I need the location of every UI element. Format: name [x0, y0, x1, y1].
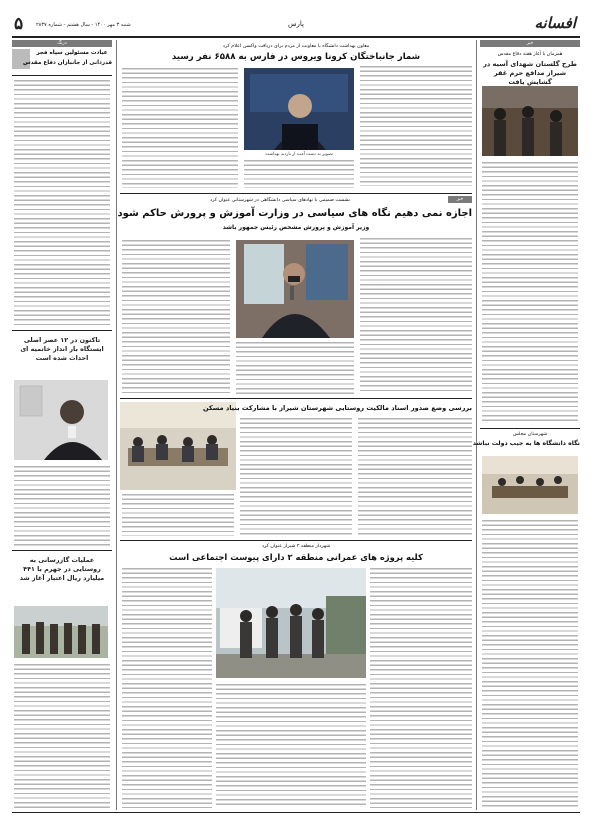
housing-story-title: بررسی وضع صدور اسناد مالکیت روستایی شهرستان شیراز با مشارکت بنیاد مسکن: [202, 404, 472, 412]
main-story-subtitle: وزیر آموزش و پرورش مشخص رئیس جمهور باشد: [222, 224, 370, 231]
main-story-col-right: [360, 238, 472, 393]
housing-meeting-photo: [120, 402, 236, 490]
top-story-col-middle: [244, 160, 354, 188]
left-article2-body: [14, 466, 110, 546]
housing-story-col-right: [358, 418, 472, 536]
issue-date: شنبه ۳ مهر ۱۴۰۰ - سال هشتم - شماره ۲۸۳۷: [36, 22, 131, 28]
page-header: [12, 14, 580, 36]
university-meeting-photo: [482, 456, 578, 514]
right-article2-kicker: شهرستان مجلس: [512, 432, 548, 437]
left-article2-title: تاکنون در ۱۲ عصر اصلی ایستگاه بار انداز خاتمیه ای احداث شده است: [20, 336, 104, 362]
district-story-col-right: [370, 568, 472, 808]
main-story-kicker: نشست صمیمی با نهادهای سیاسی دانشگاهی در شهرستانی عنوان کرد: [209, 198, 351, 203]
district-story-below-photo: [216, 684, 366, 808]
right-article2-body: [482, 520, 578, 808]
university-meeting-image: [482, 456, 578, 514]
district-story-title: کلیه پروژه های عمرانی منطقه ۲ دارای پیوست اجتماعی است: [169, 552, 423, 562]
right-column-tag: خبر: [480, 40, 580, 47]
page-number: ۵: [14, 14, 24, 34]
right-article2-title: نگاه دانشگاه ها به جیب دولت نباشد: [472, 440, 580, 447]
right-story-title: طرح گلستان شهدای آسیه در شیراز مدافع حرم غفر گشایش یافت: [483, 60, 577, 86]
left-article1-title: قدردانی از جانبازان دفاع مقدس: [22, 60, 112, 66]
main-story-photo: [236, 240, 354, 338]
right-story-body: [482, 162, 578, 422]
left-divider: [12, 75, 112, 76]
header-rule: [12, 36, 580, 38]
main-story-image: [236, 240, 354, 338]
left-article1-kicker: عبادت مسئولین سپاه فجر: [36, 50, 108, 56]
main-story-photo-caption: [236, 342, 354, 394]
housing-story-rule: [120, 540, 472, 541]
left-divider: [12, 330, 112, 331]
column-rule: [476, 40, 477, 810]
section-title: پارس: [287, 20, 304, 28]
housing-story-col-left: [240, 418, 352, 536]
gas-project-image: [14, 606, 108, 658]
top-story-title: شمار جانباختگان کرونا ویروس در فارس به ۶۵۸۸ نفر رسید: [171, 52, 421, 62]
main-story-rule: [120, 398, 472, 399]
official-portrait-image: [14, 380, 108, 460]
main-story-col-left: [122, 240, 230, 394]
gas-project-photo: [14, 606, 108, 658]
newspaper-logo: افسانه: [534, 14, 576, 32]
martyrs-garden-photo: [482, 86, 578, 156]
housing-meeting-image: [120, 402, 236, 490]
left-column-kicker-photo: [12, 49, 30, 69]
housing-story-under-photo: [122, 494, 234, 536]
top-story-photo: [244, 68, 354, 150]
footer-rule: [12, 812, 580, 813]
official-portrait-photo: [14, 380, 108, 460]
top-story-col-right: [360, 66, 472, 186]
district-visit-image: [216, 568, 366, 678]
left-divider: [12, 550, 112, 551]
right-divider: [480, 428, 580, 429]
district-story-kicker: شهردار منطقه ۲ شیراز عنوان کرد: [261, 544, 331, 549]
top-story-rule: [120, 193, 472, 194]
left-column-tag: درنگ: [12, 40, 112, 47]
right-story-kicker: همزمان با آغاز هفته دفاع مقدس: [497, 52, 563, 57]
martyrs-garden-image: [482, 86, 578, 156]
main-story-tag: خبر: [448, 196, 472, 203]
top-story-image: [244, 68, 354, 150]
left-article3-body: [14, 664, 110, 809]
left-article1-body: [14, 80, 110, 325]
left-article3-title: عملیات گازرسانی به روستایی در جهرم با ۴۴۱ میلیارد ریال اعتبار آغاز شد: [19, 556, 105, 582]
district-story-col-left: [122, 568, 212, 808]
top-story-col-left: [122, 68, 238, 188]
main-story-title: اجازه نمی دهیم نگاه های سیاسی در وزارت آموزش و پرورش حاکم شود: [117, 208, 472, 219]
district-visit-photo: [216, 568, 366, 678]
top-story-photo-caption: تصویر به دست آمده از بازدید بهداشت: [265, 152, 333, 157]
column-rule: [116, 40, 117, 810]
top-story-kicker: معاون بهداشت دانشگاه با معاونت از مردم برای دریافت واکسن اعلام کرد: [222, 44, 370, 49]
